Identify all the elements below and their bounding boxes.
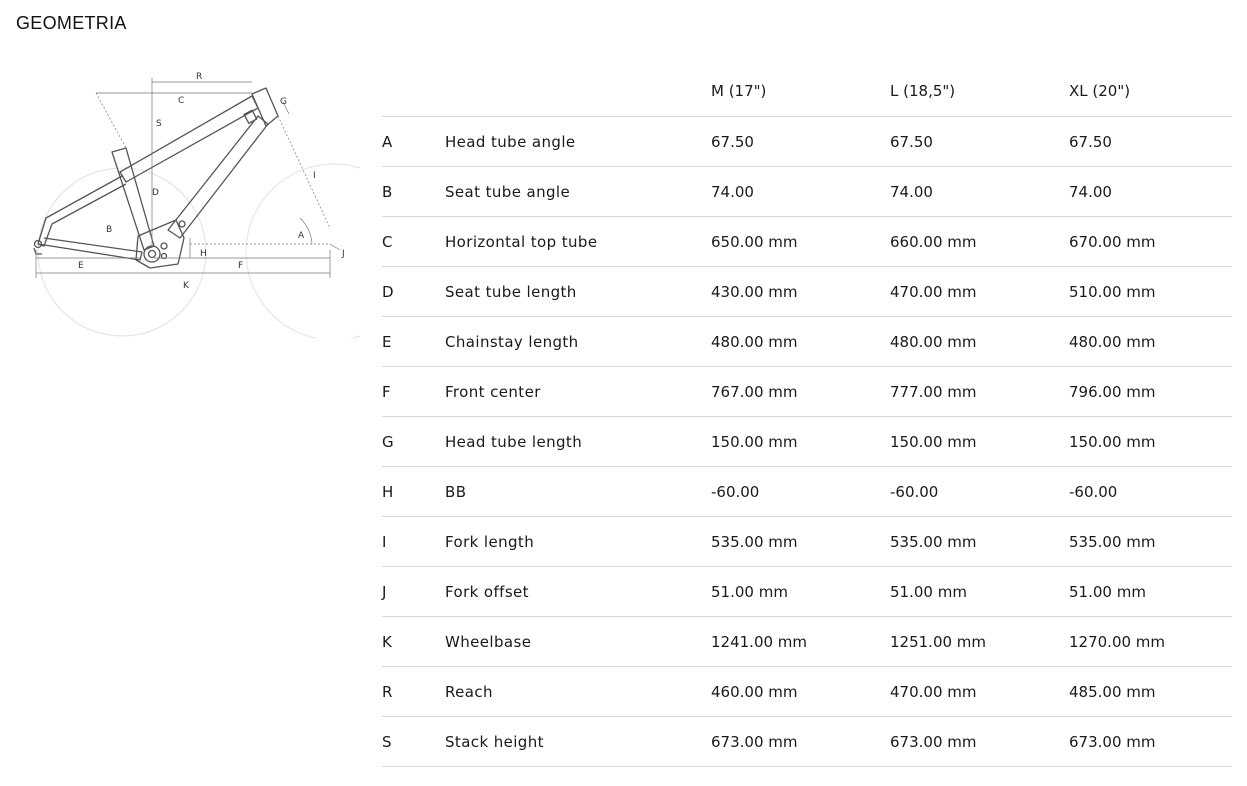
header-name xyxy=(445,66,711,117)
header-size-m: M (17") xyxy=(711,66,890,117)
label-r: R xyxy=(196,72,203,82)
label-e: E xyxy=(78,261,84,271)
bike-geometry-diagram xyxy=(30,68,360,338)
row-value-l: 480.00 mm xyxy=(890,317,1069,367)
row-value-l: 470.00 mm xyxy=(890,267,1069,317)
row-code: A xyxy=(382,117,445,167)
table-row xyxy=(382,467,1232,517)
row-code: I xyxy=(382,517,445,567)
seat-stay xyxy=(38,176,126,246)
row-name: Seat tube length xyxy=(445,267,711,317)
row-value-xl: 670.00 mm xyxy=(1069,217,1232,267)
table-row xyxy=(382,167,1232,217)
row-value-xl: 67.50 xyxy=(1069,117,1232,167)
row-value-xl: 796.00 mm xyxy=(1069,367,1232,417)
row-value-l: 67.50 xyxy=(890,117,1069,167)
row-name: Front center xyxy=(445,367,711,417)
row-value-l: 51.00 mm xyxy=(890,567,1069,617)
row-value-m: 673.00 mm xyxy=(711,717,890,767)
row-value-l: 74.00 xyxy=(890,167,1069,217)
row-value-xl: 150.00 mm xyxy=(1069,417,1232,467)
table-row xyxy=(382,367,1232,417)
row-name: Horizontal top tube xyxy=(445,217,711,267)
row-value-xl: -60.00 xyxy=(1069,467,1232,517)
label-j: J xyxy=(342,249,345,259)
seat-tube xyxy=(112,148,154,250)
row-value-m: 767.00 mm xyxy=(711,367,890,417)
label-f: F xyxy=(238,261,244,271)
row-value-xl: 480.00 mm xyxy=(1069,317,1232,367)
label-k: K xyxy=(183,281,189,291)
row-value-l: 470.00 mm xyxy=(890,667,1069,717)
row-name: Fork offset xyxy=(445,567,711,617)
row-value-m: 430.00 mm xyxy=(711,267,890,317)
row-code: S xyxy=(382,717,445,767)
label-c: C xyxy=(178,96,185,106)
row-value-m: 67.50 xyxy=(711,117,890,167)
row-value-m: 480.00 mm xyxy=(711,317,890,367)
row-value-m: 535.00 mm xyxy=(711,517,890,567)
label-h: H xyxy=(200,249,207,259)
bottom-bracket xyxy=(144,246,160,262)
row-name: Wheelbase xyxy=(445,617,711,667)
label-i: I xyxy=(313,171,316,181)
table-row xyxy=(382,417,1232,467)
row-name: Fork length xyxy=(445,517,711,567)
row-name: BB xyxy=(445,467,711,517)
row-name: Head tube angle xyxy=(445,117,711,167)
header-code xyxy=(382,66,445,117)
row-value-l: 777.00 mm xyxy=(890,367,1069,417)
row-code: R xyxy=(382,667,445,717)
motor-housing xyxy=(136,220,184,268)
chain-stay xyxy=(38,238,142,260)
table-row xyxy=(382,217,1232,267)
row-code: E xyxy=(382,317,445,367)
row-code: J xyxy=(382,567,445,617)
row-name: Seat tube angle xyxy=(445,167,711,217)
row-value-m: -60.00 xyxy=(711,467,890,517)
table-header-row xyxy=(382,66,1232,117)
frame-outline xyxy=(34,88,278,268)
row-value-m: 150.00 mm xyxy=(711,417,890,467)
row-value-l: 1251.00 mm xyxy=(890,617,1069,667)
label-d: D xyxy=(152,188,159,198)
row-value-xl: 51.00 mm xyxy=(1069,567,1232,617)
label-a: A xyxy=(298,231,305,241)
row-value-l: 673.00 mm xyxy=(890,717,1069,767)
row-value-m: 74.00 xyxy=(711,167,890,217)
table-row xyxy=(382,567,1232,617)
row-name: Chainstay length xyxy=(445,317,711,367)
row-code: C xyxy=(382,217,445,267)
row-value-m: 650.00 mm xyxy=(711,217,890,267)
top-tube xyxy=(120,96,258,182)
down-tube xyxy=(168,116,268,238)
table-row xyxy=(382,617,1232,667)
table-row xyxy=(382,717,1232,767)
row-value-xl: 485.00 mm xyxy=(1069,667,1232,717)
label-s: S xyxy=(156,119,162,129)
row-value-xl: 74.00 xyxy=(1069,167,1232,217)
row-name: Head tube length xyxy=(445,417,711,467)
row-value-l: 535.00 mm xyxy=(890,517,1069,567)
table-row xyxy=(382,317,1232,367)
row-value-l: 660.00 mm xyxy=(890,217,1069,267)
row-name: Stack height xyxy=(445,717,711,767)
label-g: G xyxy=(280,97,287,107)
row-code: K xyxy=(382,617,445,667)
head-tube xyxy=(252,88,278,126)
header-size-l: L (18,5") xyxy=(890,66,1069,117)
row-value-xl: 1270.00 mm xyxy=(1069,617,1232,667)
row-value-l: -60.00 xyxy=(890,467,1069,517)
table-row xyxy=(382,667,1232,717)
row-value-xl: 673.00 mm xyxy=(1069,717,1232,767)
row-code: B xyxy=(382,167,445,217)
row-value-xl: 510.00 mm xyxy=(1069,267,1232,317)
row-name: Reach xyxy=(445,667,711,717)
row-value-m: 460.00 mm xyxy=(711,667,890,717)
row-code: H xyxy=(382,467,445,517)
row-value-xl: 535.00 mm xyxy=(1069,517,1232,567)
table-row xyxy=(382,267,1232,317)
geometry-table xyxy=(382,66,1232,767)
table-row xyxy=(382,517,1232,567)
row-code: F xyxy=(382,367,445,417)
row-code: G xyxy=(382,417,445,467)
table-row xyxy=(382,117,1232,167)
row-value-m: 51.00 mm xyxy=(711,567,890,617)
header-size-xl: XL (20") xyxy=(1069,66,1232,117)
page-title: GEOMETRIA xyxy=(16,13,127,33)
label-b: B xyxy=(106,225,113,235)
row-value-l: 150.00 mm xyxy=(890,417,1069,467)
row-value-m: 1241.00 mm xyxy=(711,617,890,667)
row-code: D xyxy=(382,267,445,317)
